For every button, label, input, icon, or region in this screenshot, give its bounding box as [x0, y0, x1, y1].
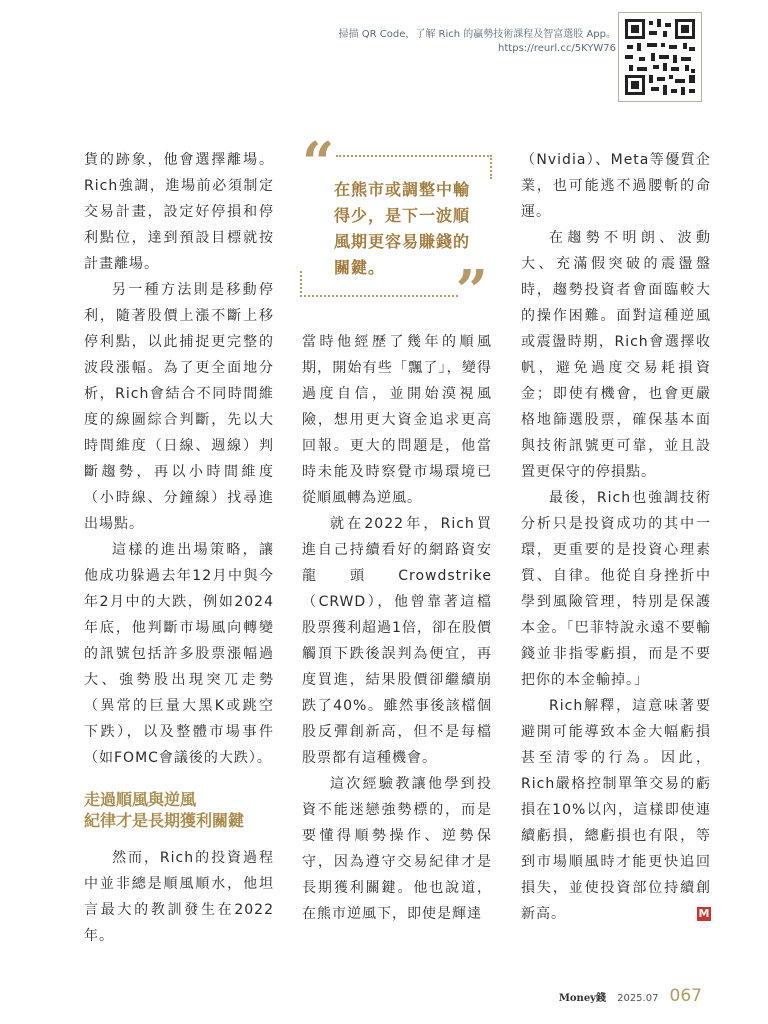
- quote-border-bottom: [300, 295, 458, 297]
- open-quote-icon: “: [302, 130, 335, 196]
- quote-border-right: [490, 155, 492, 179]
- col1-paragraph-4: 然而，Rich的投資過程中並非總是順風順水，他坦言最大的教訓發生在2022年。: [84, 850, 274, 944]
- qr-code[interactable]: [618, 12, 702, 102]
- col2-paragraph-3: 這次經驗教讓他學到投資不能迷戀強勢標的，而是要懂得順勢操作、逆勢保守，因為遵守交易紀律才是長期獲利關鍵。他也說道，在熊市逆風下，即使是輝達: [302, 776, 492, 922]
- close-quote-icon: ”: [455, 258, 488, 324]
- subheading-line-1: 走過順風與逆風: [84, 790, 197, 809]
- col3-paragraph-3: 最後，Rich也強調技術分析只是投資成功的其中一環，更重要的是投資心理素質、自律。他從自身挫折中學到風險管理，特別是保護本金。「巴菲特說永遠不要輸錢並非指零虧損，而是不要把你的本金輸掉。」: [521, 490, 711, 688]
- article-column-3: [521, 147, 711, 927]
- end-mark-icon: M: [698, 907, 710, 920]
- qr-code-icon: [623, 17, 697, 97]
- page-footer: [559, 986, 702, 1006]
- col3-paragraph-4-text: Rich解釋，這意味著要避開可能導致本金大幅虧損甚至清零的行為。因此，Rich嚴格控制單筆交易的虧損在10%以內，這樣即使連續虧損，總虧損也有限，等到市場順風時才能更快追回損失，並使投資部位持續創新高。: [521, 698, 711, 922]
- col1-paragraph-3: 這樣的進出場策略，讓他成功躲過去年12月中與今年2月中的大跌，例如2024年底，他判斷市場風向轉變的訊號包括許多股票漲幅過大、強勢股出現突兀走勢（異常的巨量大黑K或跳空下跌），以及整體市場事件（如FOMC會議後的大跌）。: [84, 542, 274, 766]
- qr-note-line1: 掃描 QR Code，了解 Rich 的贏勢技術課程及智富選股 App。: [338, 29, 616, 40]
- magazine-name: Money錢: [558, 993, 606, 1004]
- col1-paragraph-2: 另一種方法則是移動停利，隨著股價上漲不斷上移停利點，以此捕捉更完整的波段漲幅。為了更全面地分析，Rich會結合不同時間維度的線圖綜合判斷，先以大時間維度（日線、週線）判斷趨勢，再以小時間維度（小時線、分鐘線）找尋進出場點。: [84, 282, 274, 532]
- article-column-2: [302, 329, 492, 927]
- quote-border-top: [336, 155, 492, 157]
- section-subheading: [84, 789, 274, 831]
- article-column-1: [84, 147, 274, 949]
- pull-quote: [300, 130, 492, 324]
- col2-paragraph-2: 就在2022年，Rich買進自己持續看好的網路資安龍頭Crowdstrike（CRWD），他曾靠著這檔股票獲利超過1倍，卻在股價觸頂下跌後誤判為便宜，再度買進，結果股價卻繼續崩跌了40%。雖然事後該檔個股反彈創新高，但不是每檔股票都有這種機會。: [302, 516, 492, 766]
- col1-paragraph-1: 貨的跡象，他會選擇離場。Rich強調，進場前必須制定交易計畫，設定好停損和停利點位，達到預設目標就按計畫離場。: [84, 152, 274, 272]
- issue-date: 2025.07: [617, 993, 659, 1004]
- pull-quote-text: 在熊市或調整中輸得少，是下一波順風期更容易賺錢的關鍵。: [334, 180, 471, 277]
- col3-paragraph-4: [521, 693, 711, 927]
- col3-paragraph-1: （Nvidia）、Meta等優質企業，也可能逃不過腰斬的命運。: [521, 152, 711, 220]
- subheading-line-2: 紀律才是長期獲利關鍵: [84, 811, 245, 830]
- col3-paragraph-2: 在趨勢不明朗、波動大、充滿假突破的震盪盤時，趨勢投資者會面臨較大的操作困難。面對這種逆風或震盪時期，Rich會選擇收帆，避免過度交易耗損資金；即使有機會，也會更嚴格地篩選股票，確保基本面與技術訊號更可靠，並且設置更保守的停損點。: [521, 230, 711, 480]
- col2-paragraph-1: 當時他經歷了幾年的順風期，開始有些「飄了」，變得過度自信，並開始漠視風險，想用更大資金追求更高回報。更大的問題是，他當時未能及時察覺市場環境已從順風轉為逆風。: [302, 334, 492, 506]
- qr-note-url[interactable]: https://reurl.cc/5KYW76: [498, 43, 616, 54]
- qr-note: [339, 28, 616, 56]
- page-number: 067: [669, 986, 702, 1006]
- quote-border-left: [300, 271, 302, 297]
